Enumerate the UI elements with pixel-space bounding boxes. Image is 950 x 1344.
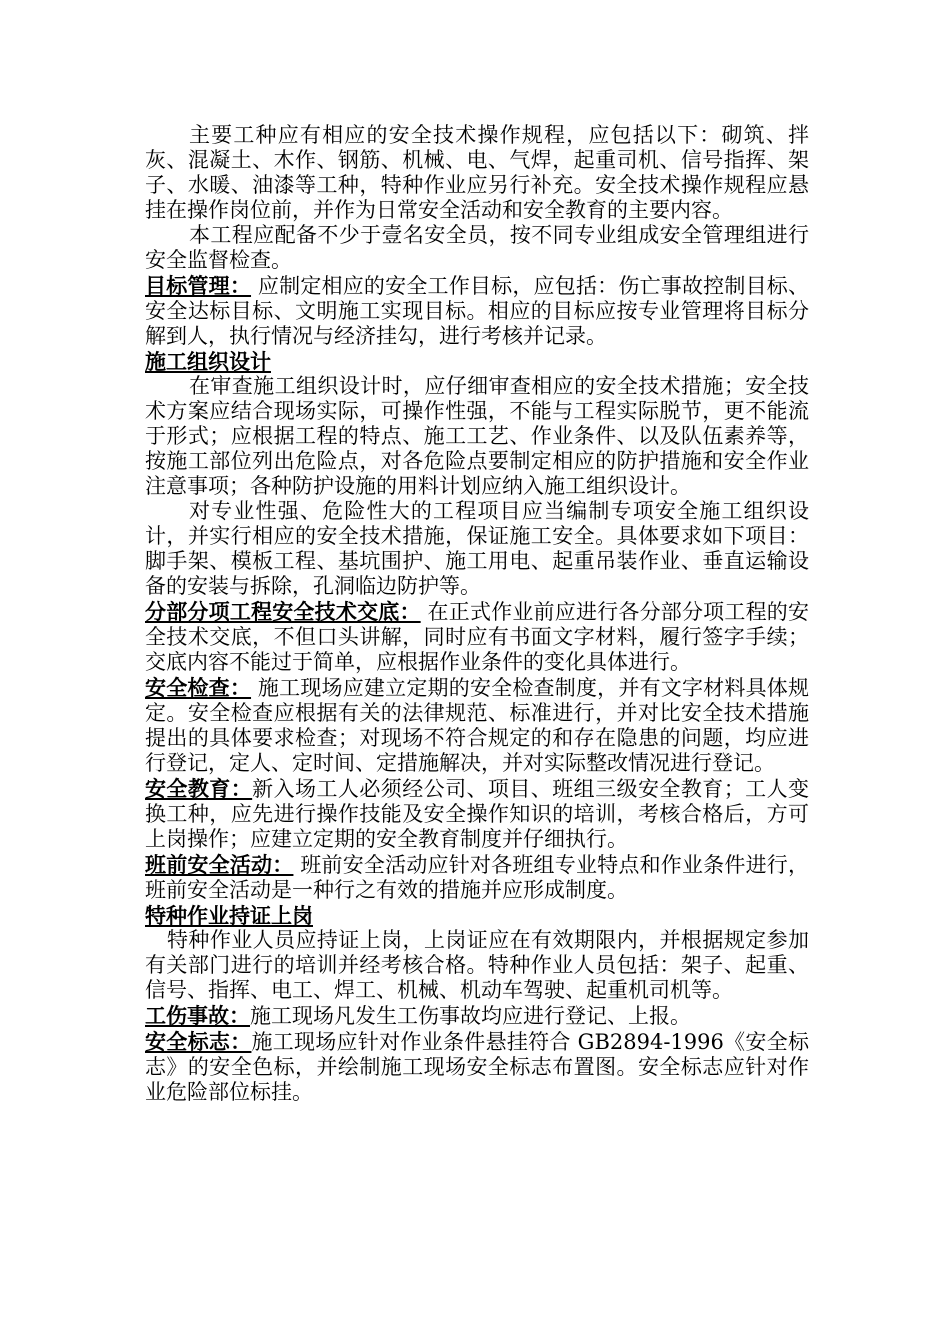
paragraph-operating-rules: 主要工种应有相应的安全技术操作规程，应包括以下：砌筑、拌灰、混凝土、木作、钢筋、机械、电、气焊，起重司机、信号指挥、架子、水暖、油漆等工种，特种作业应另行补充。安全技术操作规程应悬挂在操作岗位前，并作为日常安全活动和安全教育的主要内容。 — [145, 123, 809, 222]
label-target-management: 目标管理： — [145, 273, 252, 298]
label-safety-education: 安全教育： — [145, 776, 253, 801]
section-safety-inspection — [145, 675, 809, 776]
label-preshift-activity: 班前安全活动： — [145, 852, 294, 877]
label-safety-signs: 安全标志： — [145, 1029, 252, 1054]
text-preshift-activity: 班前安全活动应针对各班组专业特点和作业条件进行，班前安全活动是一种行之有效的措施并应形成制度。 — [145, 853, 809, 902]
document-body — [145, 123, 809, 1105]
text-technical-briefing: 在正式作业前应进行各分部分项工程的安全技术交底，不但口头讲解，同时应有书面文字材料，履行签字手续；交底内容不能过于简单，应根据作业条件的变化具体进行。 — [145, 600, 809, 674]
label-safety-inspection: 安全检查： — [145, 675, 252, 700]
paragraph-design-review: 在审查施工组织设计时，应仔细审查相应的安全技术措施；安全技术方案应结合现场实际，可操作性强，不能与工程实际脱节，更不能流于形式；应根据工程的特点、施工工艺、作业条件、以及队伍素养等，按施工部位列出危险点，对各危险点要制定相应的防护措施和安全作业注意事项；各种防护设施的用料计划应纳入施工组织设计。 — [145, 374, 809, 498]
paragraph-safety-officer: 本工程应配备不少于壹名安全员，按不同专业组成安全管理组进行安全监督检查。 — [145, 223, 809, 272]
text-target-management: 应制定相应的安全工作目标，应包括：伤亡事故控制目标、安全达标目标、文明施工实现目标。相应的目标应按专业管理将目标分解到人，执行情况与经济挂勾，进行考核并记录。 — [145, 274, 809, 348]
text-work-injury: 施工现场凡发生工伤事故均应进行登记、上报。 — [250, 1004, 691, 1028]
section-technical-briefing — [145, 599, 809, 675]
paragraph-special-design: 对专业性强、危险性大的工程项目应当编制专项安全施工组织设计，并实行相应的安全技术措施，保证施工安全。具体要求如下项目：脚手架、模板工程、基坑围护、施工用电、起重吊装作业、垂直运输设备的安装与拆除，孔洞临边防护等。 — [145, 499, 809, 598]
label-work-injury: 工伤事故： — [145, 1003, 250, 1028]
label-technical-briefing: 分部分项工程安全技术交底： — [145, 599, 421, 624]
section-target-management — [145, 273, 809, 349]
section-work-injury — [145, 1003, 809, 1029]
section-safety-education — [145, 776, 809, 852]
text-safety-education: 新入场工人必须经公司、项目、班组三级安全教育；工人变换工种，应先进行操作技能及安全操作知识的培训，考核合格后，方可上岗操作；应建立定期的安全教育制度并仔细执行。 — [145, 777, 810, 851]
heading-construction-design: 施工组织设计 — [145, 349, 271, 374]
heading-special-operations: 特种作业持证上岗 — [145, 903, 313, 928]
section-safety-signs — [145, 1029, 809, 1105]
text-safety-signs: 施工现场应针对作业条件悬挂符合 GB2894-1996《安全标志》的安全色标，并绘制施工现场安全标志布置图。安全标志应针对作业危险部位标挂。 — [145, 1030, 810, 1104]
text-safety-inspection: 施工现场应建立定期的安全检查制度，并有文字材料具体规定。安全检查应根据有关的法律规范、标准进行，并对比安全技术措施提出的具体要求检查；对现场不符合规定的和存在隐患的问题，均应进行登记，定人、定时间、定措施解决，并对实际整改情况进行登记。 — [145, 676, 809, 775]
paragraph-special-operations: 特种作业人员应持证上岗，上岗证应在有效期限内，并根据规定参加有关部门进行的培训并经考核合格。特种作业人员包括：架子、起重、信号、指挥、电工、焊工、机械、机动车驾驶、起重机司机等。 — [145, 928, 809, 1002]
section-preshift-activity — [145, 852, 809, 903]
